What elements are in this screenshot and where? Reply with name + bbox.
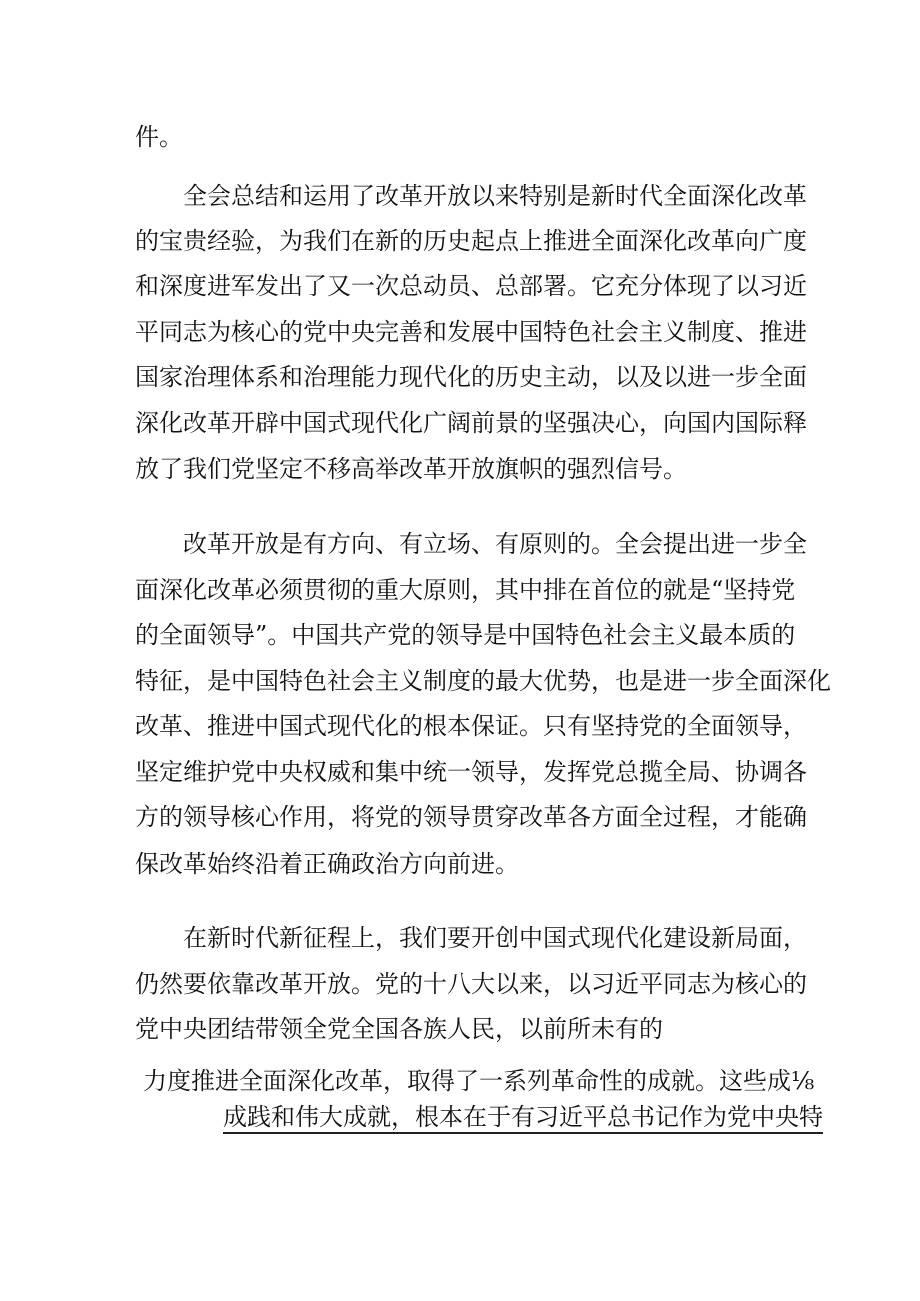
text-line-8: 放了我们党坚定不移高举改革开放旗帜的强烈信号。: [135, 455, 687, 483]
text-line-15: 方的领导核心作用，将党的领导贯穿改革各方面全过程，才能确: [135, 803, 807, 831]
text-line-18: 仍然要依靠改革开放。党的十八大以来，以习近平同志为核心的: [135, 970, 807, 998]
text-line-14: 坚定维护党中央权威和集中统一领导，发挥党总揽全局、协调各: [135, 758, 807, 786]
text-line-3: 的宝贵经验，为我们在新的历史起点上推进全面深化改革向广度: [135, 227, 807, 255]
text-line-1: 件。: [135, 123, 183, 151]
text-line-13: 改革、推进中国式现代化的根本保证。只有坚持党的全面领导，: [135, 712, 807, 740]
text-line-4: 和深度进军发出了又一次总动员、总部署。它充分体现了以习近: [135, 272, 807, 300]
text-line-6: 国家治理体系和治理能力现代化的历史主动，以及以进一步全面: [135, 363, 807, 391]
text-line-9: 改革开放是有方向、有立场、有原则的。全会提出进一步全: [183, 530, 807, 558]
text-line-2: 全会总结和运用了改革开放以来特别是新时代全面深化改革: [183, 182, 807, 210]
text-line-11: 的全面领导”。中国共产党的领导是中国特色社会主义最本质的: [135, 621, 796, 649]
text-line-19: 党中央团结带领全党全国各族人民，以前所未有的: [135, 1015, 663, 1043]
text-line-16: 保改革始终沿着正确政治方向前进。: [135, 850, 519, 878]
text-line-10: 面深化改革必须贯彻的重大原则，其中排在首位的就是“坚持党: [135, 576, 796, 604]
text-line-20: 力度推进全面深化改革，取得了一系列革命性的成就。这些成⅛: [143, 1067, 815, 1095]
underlined-text: 成践和伟大成就，根本在于有习近平总书记作为党中央特: [223, 1103, 823, 1134]
text-line-5: 平同志为核心的党中央完善和发展中国特色社会主义制度、推进: [135, 318, 807, 346]
text-line-17: 在新时代新征程上，我们要开创中国式现代化建设新局面，: [183, 924, 807, 952]
text-line-12: 特征，是中国特色社会主义制度的最大优势，也是进一步全面深化: [135, 667, 831, 695]
text-line-21: [223, 1102, 823, 1132]
text-line-7: 深化改革开辟中国式现代化广阔前景的坚强决心，向国内国际释: [135, 409, 807, 437]
